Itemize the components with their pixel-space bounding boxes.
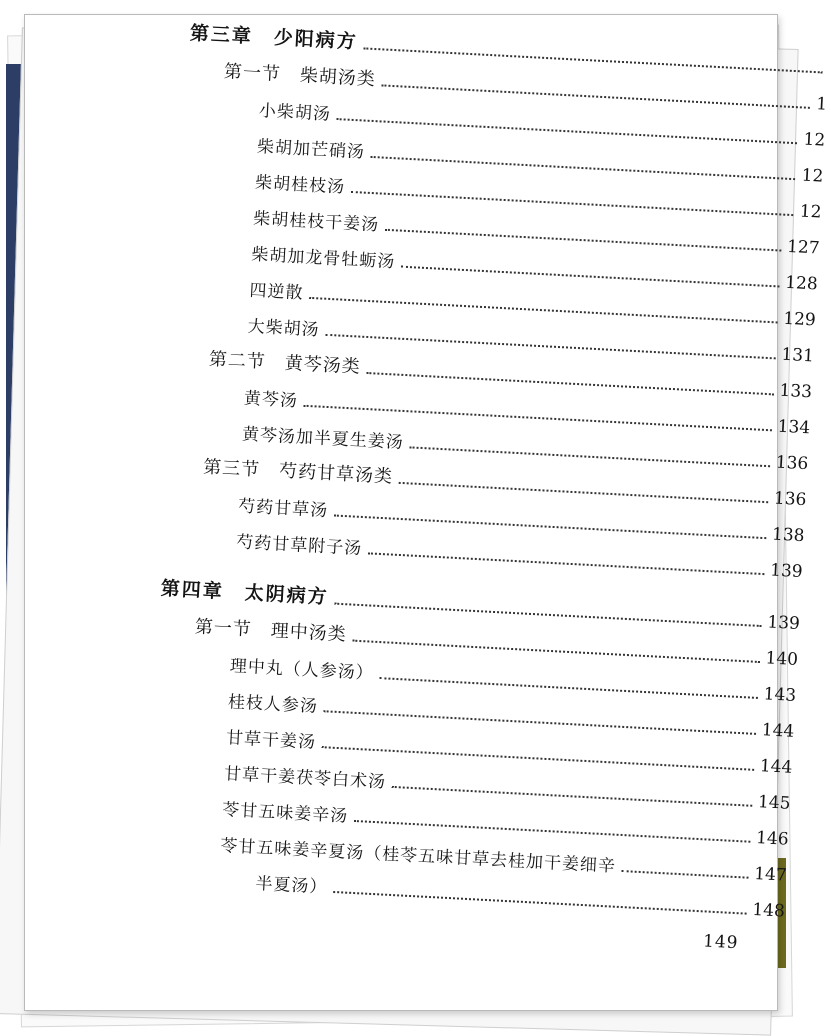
- leader-dots: [368, 552, 764, 575]
- toc-entry-title: 第四章 太阴病方: [160, 577, 330, 609]
- toc-entry-page: 12: [799, 201, 822, 223]
- toc-entry-page: 146: [755, 828, 790, 850]
- toc-entry-page: 140: [765, 648, 799, 670]
- toc-entry-title: 四逆散: [249, 280, 304, 304]
- toc-entry-title: 第一节 柴胡汤类: [223, 61, 377, 91]
- toc-entry-title: 小柴胡汤: [258, 101, 332, 125]
- toc-entry-title: 第三章 少阳病方: [189, 22, 359, 54]
- toc-entry-title: 黄芩汤加半夏生姜汤: [241, 424, 405, 454]
- toc-entry-page: 129: [782, 308, 817, 331]
- toc-entry-page: 127: [786, 236, 821, 259]
- toc-entry-title: 甘草干姜茯苓白术汤: [223, 764, 387, 793]
- toc-entry-page: 139: [769, 560, 804, 583]
- toc-entry-title: 柴胡桂枝干姜汤: [252, 208, 380, 236]
- toc-entry-page: 134: [777, 416, 811, 439]
- toc-entry-page: 148: [751, 899, 786, 922]
- toc-entry-title: 苓甘五味姜辛夏汤（桂苓五味甘草去桂加干姜细辛: [219, 836, 617, 877]
- toc-entry-page: 12: [801, 165, 824, 187]
- toc-entry-page: 147: [753, 863, 788, 886]
- partial-page-number: 149: [702, 931, 740, 954]
- toc-entry-title: 芍药甘草附子汤: [235, 532, 363, 560]
- toc-entry-title: 苓甘五味姜辛汤: [221, 800, 349, 827]
- toc-entry-page: 144: [761, 720, 795, 742]
- toc-entry-title: 芍药甘草汤: [237, 496, 329, 522]
- toc-entry-title: 甘草干姜汤: [225, 728, 317, 753]
- toc-entry-title: 柴胡桂枝汤: [254, 172, 346, 198]
- toc-entry-title: 黄芩汤: [243, 388, 299, 412]
- leader-dots: [333, 891, 746, 915]
- toc-entry-page: 131: [780, 344, 815, 367]
- toc-entry-page: 138: [771, 524, 805, 547]
- toc-entry-title: 半夏汤）: [254, 873, 328, 898]
- toc-page: [24, 14, 828, 1011]
- toc-entry-title: 桂枝人参汤: [227, 692, 319, 717]
- toc-entry-title: 第一节 理中汤类: [194, 616, 348, 646]
- toc-entry-page: 145: [757, 792, 791, 814]
- toc-entry-page: 139: [766, 612, 801, 635]
- toc-entry-title: 柴胡加芒硝汤: [256, 136, 366, 163]
- toc-entry-title: 理中丸（人参汤）: [229, 656, 375, 684]
- toc-entry-page: 1: [815, 94, 828, 115]
- toc-entry-title: 大柴胡汤: [247, 316, 321, 341]
- toc-entry-title: 柴胡加龙骨牡蛎汤: [250, 244, 396, 273]
- toc-entry-page: 143: [763, 684, 797, 706]
- toc-entry-page: 128: [784, 272, 819, 295]
- leader-dots: [622, 870, 748, 879]
- toc-entry-page: 133: [779, 380, 813, 403]
- toc-entry-page: 136: [773, 488, 807, 511]
- toc-entry-title: 第二节 黄芩汤类: [208, 348, 362, 378]
- toc-entry-page: 12: [803, 129, 826, 151]
- toc-entry-page: 144: [759, 756, 793, 778]
- toc-entry-page: 136: [775, 452, 809, 475]
- toc-entry-title: 第三节 芍药甘草汤类: [202, 456, 394, 488]
